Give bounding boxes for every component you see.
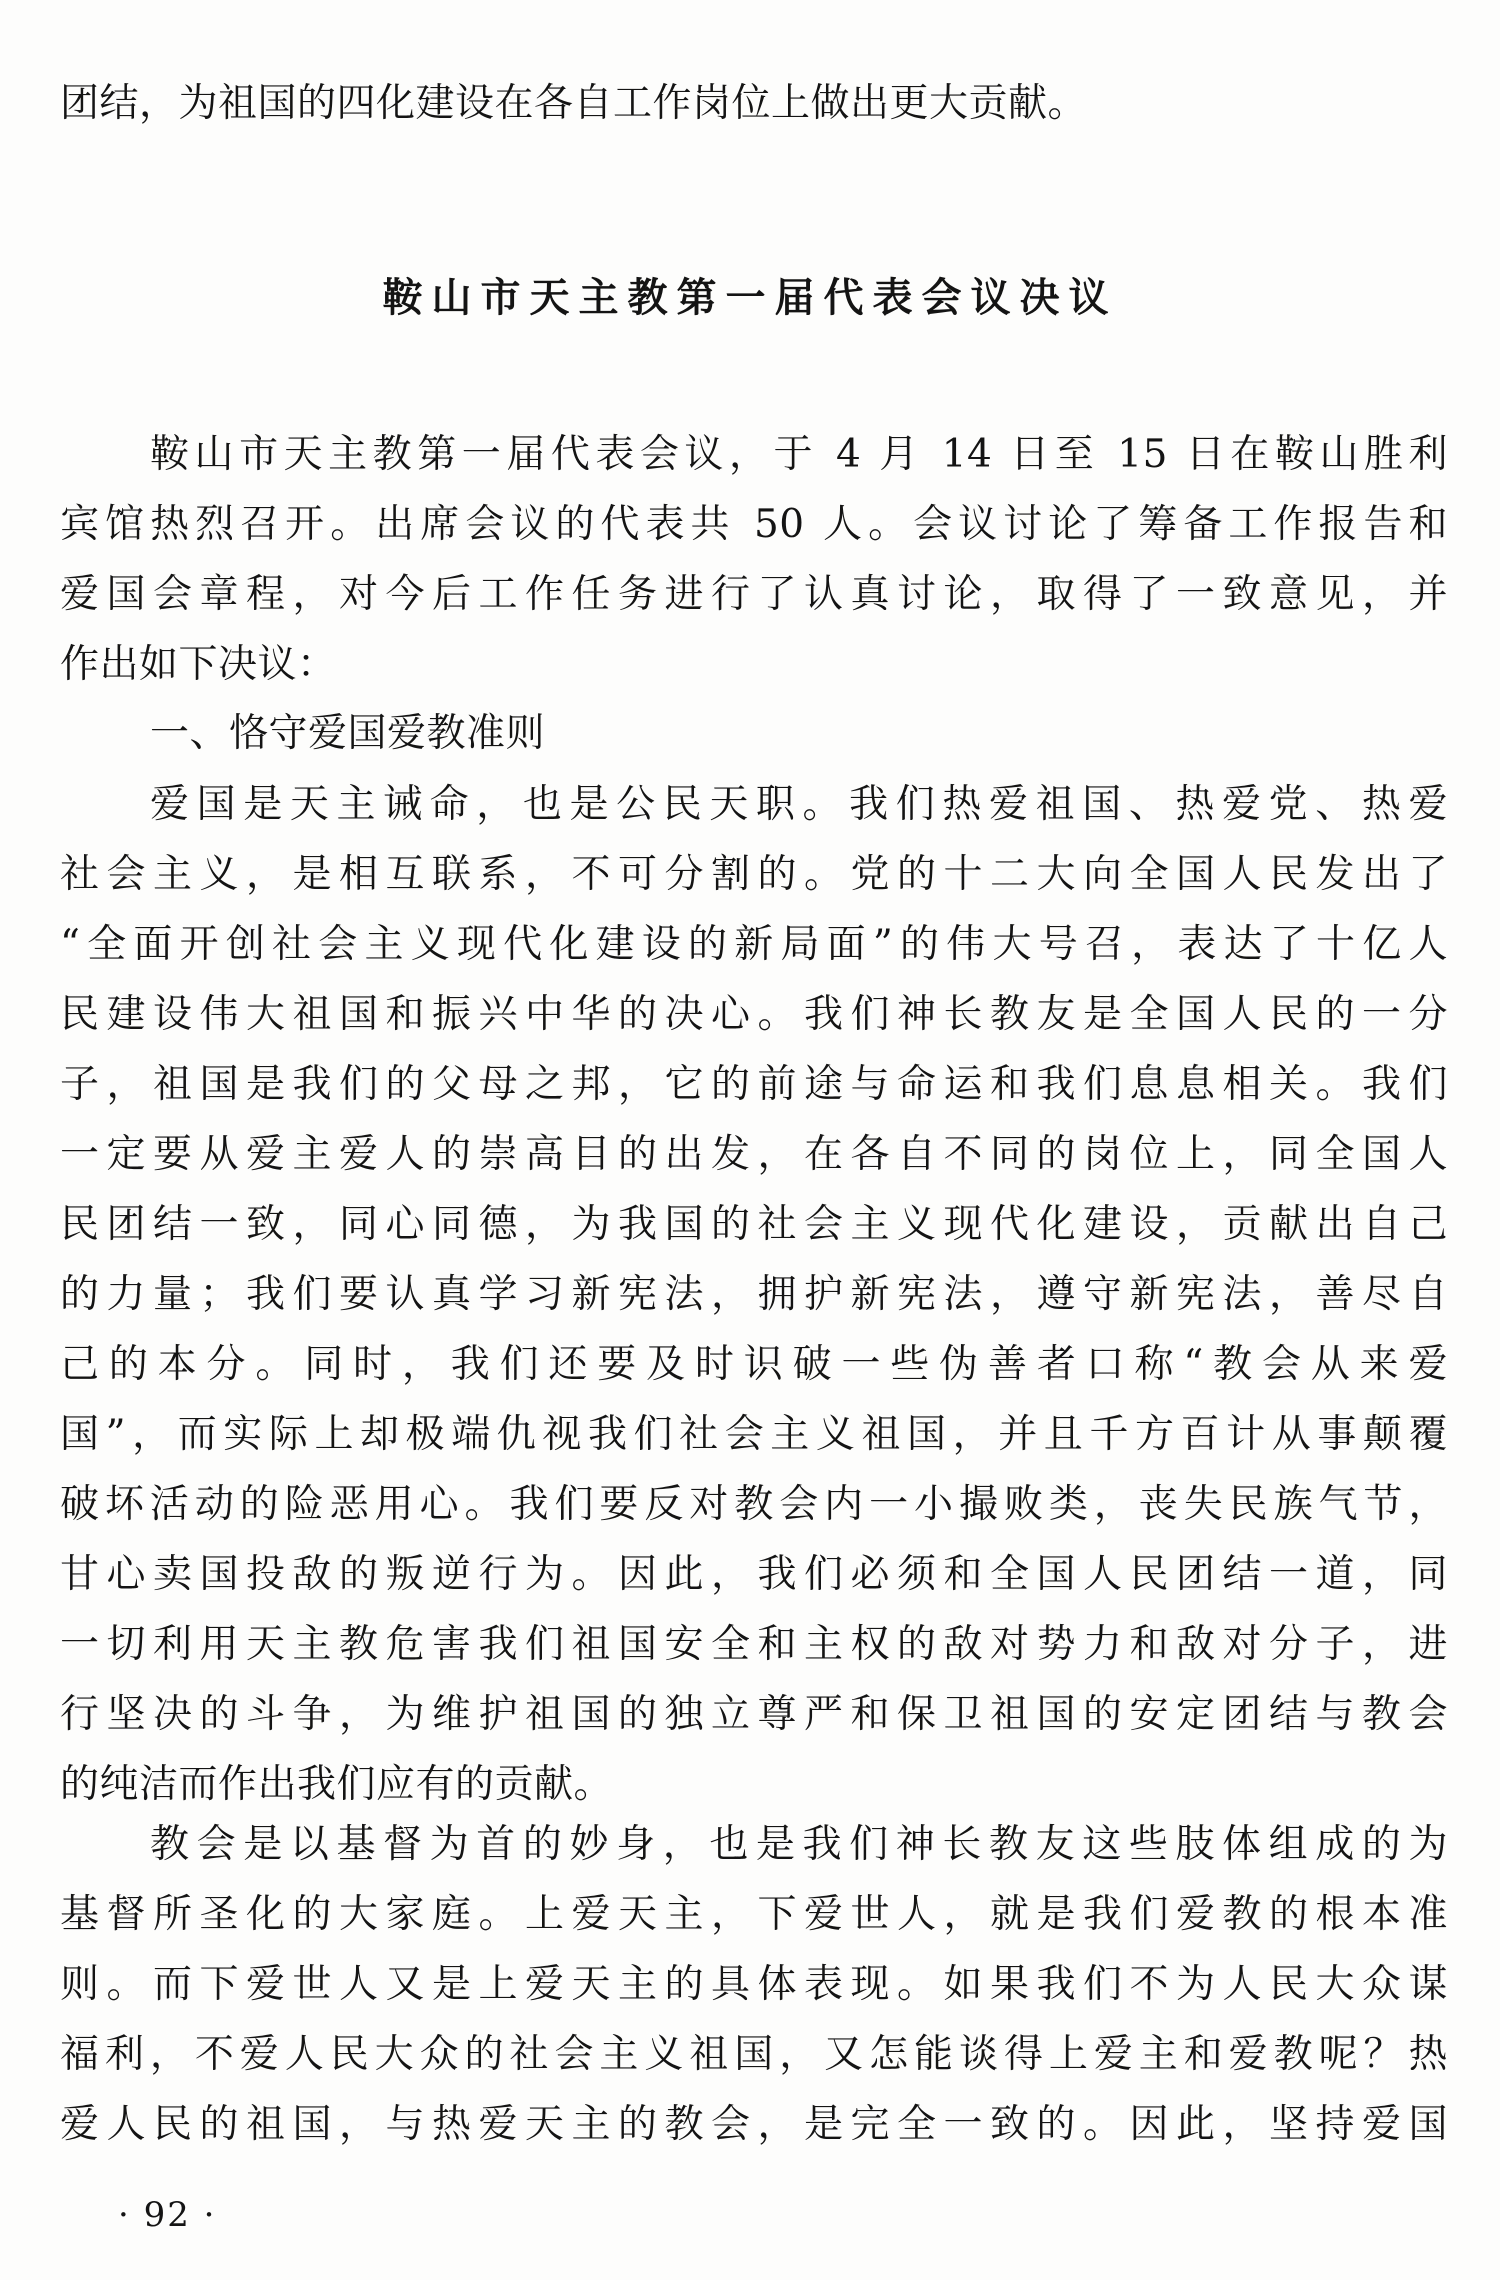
paragraph-2-line-14: 行坚决的斗争，为维护祖国的独立尊严和保卫祖国的安定团结与教会 — [60, 1692, 1448, 1737]
paragraph-3-line-3: 则。而下爱世人又是上爱天主的具体表现。如果我们不为人民大众谋 — [60, 1962, 1448, 2007]
paragraph-2-line-5: 子，祖国是我们的父母之邦，它的前途与命运和我们息息相关。我们 — [60, 1062, 1448, 1107]
paragraph-2-line-2: 社会主义，是相互联系，不可分割的。党的十二大向全国人民发出了 — [60, 852, 1448, 897]
paragraph-3-line-1: 教会是以基督为首的妙身，也是我们神长教友这些肢体组成的为 — [150, 1822, 1448, 1867]
paragraph-3-line-5: 爱人民的祖国，与热爱天主的教会，是完全一致的。因此，坚持爱国 — [60, 2102, 1448, 2147]
paragraph-2-line-9: 己的本分。同时，我们还要及时识破一些伪善者口称“教会从来爱 — [60, 1342, 1448, 1387]
paragraph-2-line-15: 的纯洁而作出我们应有的贡献。 — [60, 1762, 614, 1807]
paragraph-3-line-2: 基督所圣化的大家庭。上爱天主，下爱世人，就是我们爱教的根本准 — [60, 1892, 1448, 1937]
paragraph-1-line-3: 爱国会章程，对今后工作任务进行了认真讨论，取得了一致意见，并 — [60, 572, 1448, 617]
paragraph-2-line-10: 国”，而实际上却极端仇视我们社会主义祖国，并且千方百计从事颠覆 — [60, 1412, 1448, 1457]
paragraph-2-line-7: 民团结一致，同心同德，为我国的社会主义现代化建设，贡献出自己 — [60, 1202, 1448, 1247]
section-title: 鞍山市天主教第一届代表会议决议 — [382, 275, 1118, 321]
item-heading-1: 一、恪守爱国爱教准则 — [150, 711, 546, 756]
paragraph-2-line-6: 一定要从爱主爱人的崇高目的出发，在各自不同的岗位上，同全国人 — [60, 1132, 1448, 1177]
paragraph-1-line-1: 鞍山市天主教第一届代表会议，于 4 月 14 日至 15 日在鞍山胜利 — [150, 432, 1448, 477]
paragraph-3-line-4: 福利，不爱人民大众的社会主义祖国，又怎能谈得上爱主和爱教呢？热 — [60, 2032, 1448, 2077]
paragraph-2-line-3: “全面开创社会主义现代化建设的新局面”的伟大号召，表达了十亿人 — [60, 922, 1448, 967]
paragraph-1-line-4: 作出如下决议： — [60, 642, 337, 687]
page-number: · 92 · — [118, 2195, 217, 2235]
paragraph-2-line-12: 甘心卖国投敌的叛逆行为。因此，我们必须和全国人民团结一道，同 — [60, 1552, 1448, 1597]
paragraph-2-line-8: 的力量；我们要认真学习新宪法，拥护新宪法，遵守新宪法，善尽自 — [60, 1272, 1448, 1317]
paragraph-2-line-11: 破坏活动的险恶用心。我们要反对教会内一小撮败类，丧失民族气节， — [60, 1482, 1448, 1527]
paragraph-1-line-2: 宾馆热烈召开。出席会议的代表共 50 人。会议讨论了筹备工作报告和 — [60, 502, 1448, 547]
paragraph-2-line-13: 一切利用天主教危害我们祖国安全和主权的敌对势力和敌对分子，进 — [60, 1622, 1448, 1667]
paragraph-2-line-4: 民建设伟大祖国和振兴中华的决心。我们神长教友是全国人民的一分 — [60, 992, 1448, 1037]
paragraph-2-line-1: 爱国是天主诫命，也是公民天职。我们热爱祖国、热爱党、热爱 — [150, 782, 1448, 827]
carryover-line: 团结，为祖国的四化建设在各自工作岗位上做出更大贡献。 — [60, 81, 1088, 126]
